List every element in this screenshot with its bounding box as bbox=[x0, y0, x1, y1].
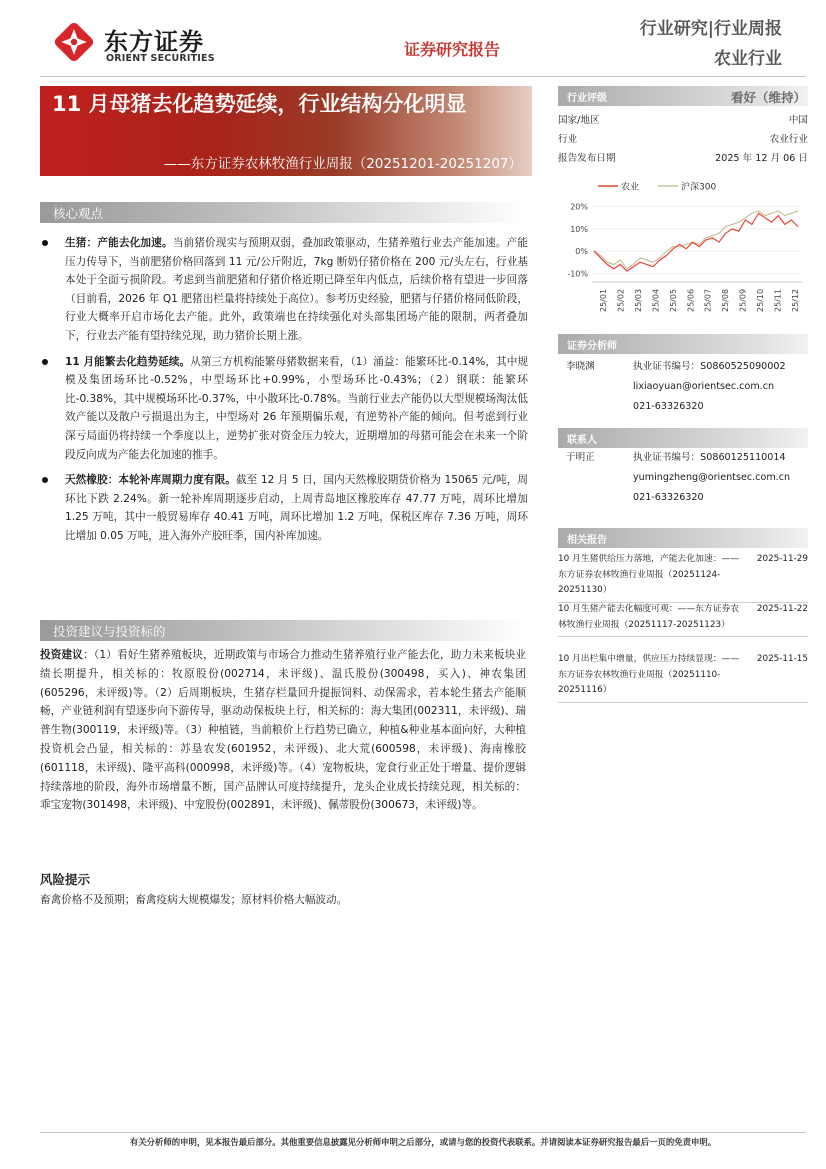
chart-y-tick-label: 0% bbox=[575, 247, 588, 257]
orient-logo-icon bbox=[52, 20, 96, 64]
chart-y-tick-label: 10% bbox=[570, 224, 588, 234]
performance-chart bbox=[558, 176, 808, 318]
related-title[interactable]: 10 月生猪产能去化幅度可观：——东方证券农林牧渔行业周报（20251117-20251123） bbox=[558, 604, 740, 630]
core-views-list bbox=[40, 234, 528, 553]
chart-x-tick-label: 25/07 bbox=[703, 288, 713, 312]
analyst-cert: 执业证书编号：S0860525090002 bbox=[633, 361, 786, 372]
core-view-text: 截至 12 月 5 日，国内天然橡胶期货价格为 15065 元/吨，周环比下跌 2.24%。新一轮补库周期逐步启动，上周青岛地区橡胶库存 47.77 万吨，周环比增加 1.25 万吨，其中一般贸易库存 40.41 万吨，周环比增加 1.2 万吨，保税区库存 7.36 万吨，周环比增加 0.05 万吨，进入海外产胶旺季，国内补库加速。 bbox=[65, 474, 528, 542]
brand-name: 东方证券 bbox=[104, 28, 204, 56]
chart-y-tick-label: -10% bbox=[567, 269, 588, 279]
chart-x-tick-label: 25/03 bbox=[633, 288, 643, 312]
related-report[interactable] bbox=[558, 602, 808, 637]
info-row-region bbox=[558, 112, 808, 126]
related-date: 2025-11-15 bbox=[756, 654, 808, 664]
chart-x-tick-label: 25/06 bbox=[686, 288, 696, 312]
contact-phone: 021-63326320 bbox=[633, 492, 704, 503]
info-row-industry bbox=[558, 131, 808, 145]
report-subtitle: ——东方证券农林牧渔行业周报（20251201-20251207） bbox=[163, 156, 522, 172]
analyst-card bbox=[566, 357, 806, 417]
info-key: 行业 bbox=[558, 134, 578, 145]
chart-x-tick-label: 25/05 bbox=[668, 288, 678, 312]
legend-label-hs300: 沪深300 bbox=[681, 182, 717, 193]
risk-heading: 风险提示 bbox=[40, 872, 91, 887]
related-title[interactable]: 10 月出栏集中增量，供应压力持续显现：——东方证券农林牧渔行业周报（20251110-20251116） bbox=[558, 654, 740, 696]
report-title: 11 月母猪去化趋势延续，行业结构分化明显 bbox=[52, 92, 467, 116]
analyst-phone: 021-63326320 bbox=[633, 401, 704, 412]
contact-email[interactable]: yumingzheng@orientsec.com.cn bbox=[633, 472, 791, 483]
chart-series-line bbox=[594, 213, 798, 271]
chart-y-tick-label: 20% bbox=[570, 202, 588, 212]
related-report[interactable] bbox=[558, 652, 808, 703]
investment-text: ：（1）看好生猪养殖板块，近期政策与市场合力推动生猪养殖行业产能去化，助力未来板块业绩长期提升，相关标的：牧原股份(002714，未评级)、温氏股份(300498，买入)、神农集团(605296，未评级)等。（2）后周期板块，生猪存栏量回升提振饲料、动保需求，若本轮生猪去产能顺畅，产业链利润有望逐步向下游传导，驱动动保板块上行，相关标的：海大集团(002311，未评级)、瑞普生物(300119，未评级)等。（3）种植链，当前粮价上行趋势已确立，种植&种业基本面向好，大种植投资机会凸显，相关标的：苏垦农发(601952，未评级)、北大荒(600598，未评级)、海南橡胶(601118，未评级)、隆平高科(000998，未评级)等。（4）宠物板块，宠食行业正处于增量、提价逻辑持续落地的阶段，海外市场增量不断，国产品牌认可度持续提升，龙头企业成长持续兑现，相关标的：乖宝宠物(301498，未评级)、中宠股份(002891，未评级)、佩蒂股份(300673，未评级)等。 bbox=[40, 649, 527, 812]
contact-card bbox=[566, 448, 806, 508]
brand-name-en: ORIENT SECURITIES bbox=[106, 53, 215, 64]
related-title[interactable]: 10 月生猪供给压力落地，产能去化加速：——东方证券农林牧渔行业周报（20251124-20251130） bbox=[558, 554, 740, 596]
core-view-item bbox=[40, 471, 528, 545]
related-divider bbox=[558, 636, 808, 637]
related-date: 2025-11-29 bbox=[756, 554, 808, 564]
core-view-lead: 生猪：产能去化加速。 bbox=[65, 237, 173, 249]
analyst-name: 李晓渊 bbox=[566, 361, 595, 372]
report-type: 证券研究报告 bbox=[404, 40, 501, 59]
related-heading: 相关报告 bbox=[558, 528, 808, 548]
contact-name: 于明正 bbox=[566, 452, 595, 463]
core-view-lead: 天然橡胶：本轮补库周期力度有限。 bbox=[65, 474, 236, 487]
chart-x-tick-label: 25/10 bbox=[756, 288, 766, 312]
footer-disclaimer: 有关分析师的申明，见本报告最后部分。其他重要信息披露见分析师申明之后部分，或请与您的投资代表联系。并请阅读本证券研究报告最后一页的免责申明。 bbox=[129, 1137, 717, 1147]
chart-x-tick-label: 25/12 bbox=[791, 288, 800, 312]
related-report[interactable] bbox=[558, 552, 808, 603]
footer-divider bbox=[40, 1132, 806, 1133]
contacts-heading: 联系人 bbox=[558, 428, 808, 448]
chart-x-tick-label: 25/02 bbox=[616, 288, 626, 312]
risk-text: 畜禽价格不及预期；畜禽疫病大规模爆发；原材料价格大幅波动。 bbox=[40, 894, 348, 906]
core-views-heading: 核心观点 bbox=[40, 202, 526, 223]
core-view-text: 当前猪价现实与预期双弱，叠加政策驱动，生猪养殖行业去产能加速。产能压力传导下，当前肥猪价格回落到 11 元/公斤附近，7kg 断奶仔猪价格在 200 元/头左右，行业基本处于全面亏损阶段。考虑到当前肥猪和仔猪价格近期已降至年内低点，后续价格有望进一步回落（目前看，2026 年 Q1 肥猪出栏量将持续处于高位）。参考历史经验，肥猪与仔猪价格同低阶段，行业大概率开启市场化去产能。此外，政策端也在持续强化对头部集团场产能的限制，两者叠加下，行业去产能有望持续兑现，助力猪价长期上涨。 bbox=[65, 237, 528, 342]
info-key: 国家/地区 bbox=[558, 115, 600, 126]
report-category: 行业研究|行业周报 bbox=[639, 19, 782, 39]
related-divider bbox=[558, 702, 808, 703]
analysts-heading: 证券分析师 bbox=[558, 334, 808, 354]
core-view-item bbox=[40, 353, 528, 465]
investment-heading: 投资建议与投资标的 bbox=[40, 620, 526, 641]
chart-x-tick-label: 25/01 bbox=[599, 288, 608, 312]
chart-x-tick-label: 25/09 bbox=[738, 288, 748, 312]
investment-lead: 投资建议 bbox=[40, 649, 84, 661]
chart-x-tick-label: 25/08 bbox=[721, 288, 731, 312]
industry-name: 农业行业 bbox=[714, 49, 782, 69]
legend-label-agri: 农业 bbox=[621, 182, 640, 193]
chart-x-tick-label: 25/04 bbox=[651, 288, 661, 312]
info-key: 报告发布日期 bbox=[558, 153, 616, 164]
core-view-item bbox=[40, 234, 528, 346]
core-view-lead: 11 月能繁去化趋势延续。 bbox=[65, 355, 191, 368]
related-date: 2025-11-22 bbox=[756, 604, 808, 614]
rating-label: 行业评级 bbox=[558, 86, 808, 106]
contact-cert: 执业证书编号：S0860125110014 bbox=[633, 452, 786, 463]
investment-body bbox=[40, 646, 526, 815]
info-row-date bbox=[558, 150, 808, 164]
rating-value: 看好（维持） bbox=[730, 90, 806, 105]
info-value: 中国 bbox=[788, 115, 808, 126]
chart-x-tick-label: 25/11 bbox=[773, 288, 783, 312]
header-divider bbox=[40, 76, 806, 77]
info-value: 2025 年 12 月 06 日 bbox=[715, 153, 808, 164]
analyst-email[interactable]: lixiaoyuan@orientsec.com.cn bbox=[633, 381, 775, 392]
core-view-text: 从第三方机构能繁母猪数据来看，（1）涌益：能繁环比-0.14%，其中规模及集团场环比-0.52%，中型场环比+0.99%，小型场环比-0.43%；（2）钢联：能繁环比-0.38%，其中规模场环比-0.37%，中小散环比-0.78%。当前行业去产能仍以大型规模场淘汰低效产能以及散户亏损退出为主，中型场对 26 年预期偏乐观，有逆势补产能的倾向。但考虑到行业深亏局面仍将持续一个季度以上，逆势扩张对资金压力较大，近期增加的母猪可能会在未来一个阶段反向成为产能去化加速的推手。 bbox=[65, 355, 528, 461]
info-value: 农业行业 bbox=[769, 134, 808, 145]
